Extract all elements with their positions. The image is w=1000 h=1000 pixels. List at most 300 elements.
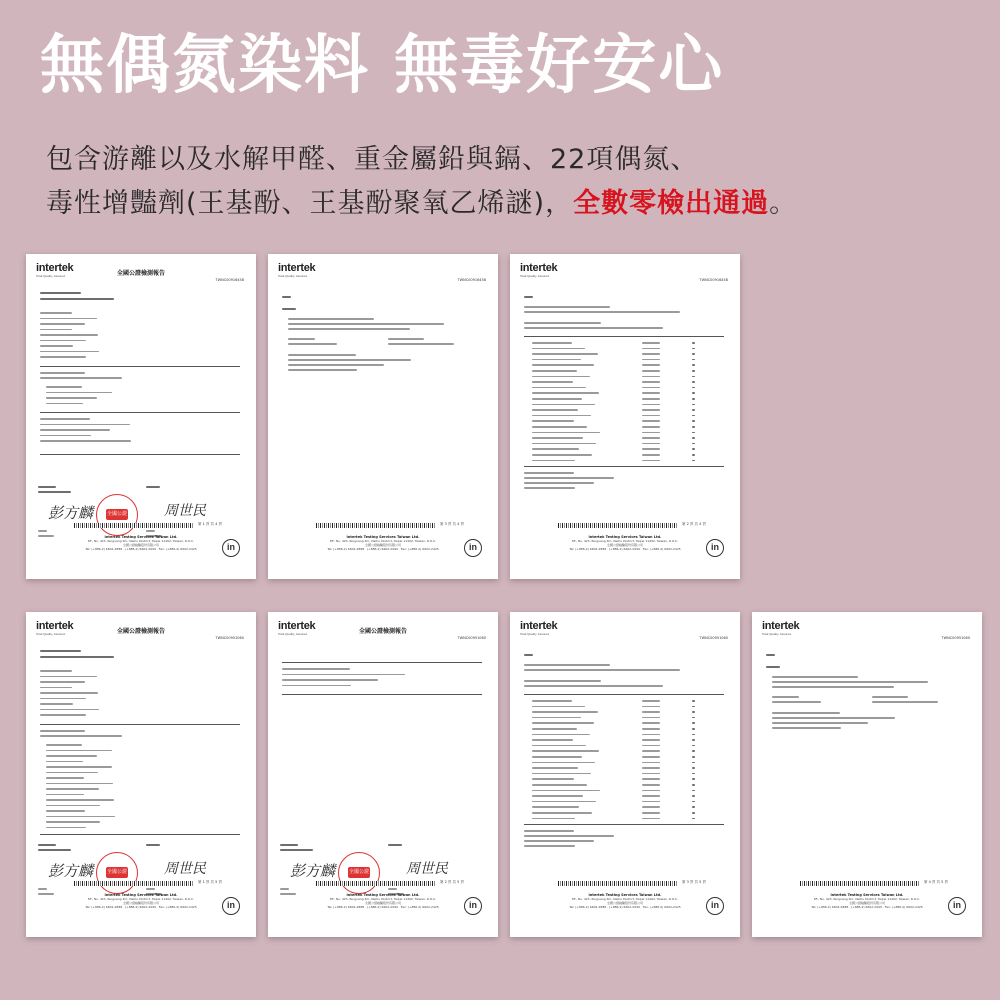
table-cell-line xyxy=(692,376,695,378)
text-line xyxy=(288,354,356,356)
company-stamp xyxy=(96,494,138,536)
intertek-logo: intertek Total Quality. Assured. xyxy=(520,262,558,278)
table-cell-line xyxy=(642,734,660,736)
table-cell-line xyxy=(532,443,596,445)
table-cell-line xyxy=(532,370,577,372)
text-line xyxy=(524,654,533,656)
footer-company: Intertek Testing Services Taiwan Ltd. xyxy=(588,535,662,539)
text-line xyxy=(772,722,868,724)
text-line xyxy=(282,679,378,681)
text-line xyxy=(288,343,337,345)
intertek-in-icon: in xyxy=(706,539,724,557)
signature-left: 彭方麟 xyxy=(48,504,94,522)
text-line xyxy=(282,296,291,298)
footer-address-zh: 全國公證檢驗股份有限公司 xyxy=(848,901,885,905)
table-cell-line xyxy=(532,722,594,724)
text-line xyxy=(40,735,122,737)
table-cell-line xyxy=(642,773,660,775)
text-line xyxy=(40,418,90,420)
footer-company: Intertek Testing Services Taiwan Ltd. xyxy=(346,535,420,539)
table-cell-line xyxy=(642,750,660,752)
footer-company: Intertek Testing Services Taiwan Ltd. xyxy=(588,893,662,897)
text-line xyxy=(524,840,594,842)
divider xyxy=(40,454,240,455)
logo-tagline: Total Quality. Assured. xyxy=(520,274,550,278)
text-line xyxy=(46,403,83,405)
text-line xyxy=(146,888,155,890)
divider xyxy=(282,694,482,695)
stamp-text: 全國公證 xyxy=(106,867,128,878)
text-line xyxy=(288,323,444,325)
text-line xyxy=(288,364,384,366)
text-line xyxy=(524,487,575,489)
text-line xyxy=(40,650,81,652)
table-cell-line xyxy=(642,387,660,389)
table-cell-line xyxy=(532,454,592,456)
table-cell-line xyxy=(692,342,695,344)
divider xyxy=(524,824,724,825)
text-line xyxy=(524,664,610,666)
table-cell-line xyxy=(642,790,660,792)
logo-tagline: Total Quality. Assured. xyxy=(762,632,792,636)
barcode xyxy=(558,523,678,528)
table-cell-line xyxy=(532,795,583,797)
footer-address-zh: 全國公證檢驗股份有限公司 xyxy=(122,901,159,905)
intertek-logo: intertek Total Quality. Assured. xyxy=(278,620,316,636)
table-cell-line xyxy=(692,370,695,372)
table-cell-line xyxy=(692,795,695,797)
table-cell-line xyxy=(642,381,660,383)
text-line xyxy=(524,669,680,671)
table-cell-line xyxy=(532,420,574,422)
intertek-logo: intertek Total Quality. Assured. xyxy=(520,620,558,636)
footer-phone: Tel: (+886-2) 6602-2888 · (+886-2) 6602-2999 · Fax: (+886-2) 6602-2425 xyxy=(569,905,681,909)
text-line xyxy=(46,772,98,774)
text-line xyxy=(46,788,99,790)
text-line xyxy=(388,338,424,340)
text-line xyxy=(40,329,72,331)
text-line xyxy=(146,844,160,846)
text-line xyxy=(38,849,71,851)
footer-address-en: 8F., No. 423, Ruiguang Rd., Neihu District, Taipei 11492, Taiwan, R.O.C. xyxy=(329,539,437,543)
footer-address-en: 8F., No. 423, Ruiguang Rd., Neihu District, Taipei 11492, Taiwan, R.O.C. xyxy=(329,897,437,901)
text-line xyxy=(524,296,533,298)
page-number: 第 1 頁 共 5 頁 xyxy=(198,880,223,884)
logo-tagline: Total Quality. Assured. xyxy=(36,632,66,636)
table-cell-line xyxy=(532,359,581,361)
text-line xyxy=(282,674,405,676)
footer-address-en: 8F., No. 423, Ruiguang Rd., Neihu District, Taipei 11492, Taiwan, R.O.C. xyxy=(571,539,679,543)
signature-left: 彭方麟 xyxy=(48,862,94,880)
intertek-in-icon: in xyxy=(222,539,240,557)
text-line xyxy=(40,698,86,700)
table-cell-line xyxy=(642,359,660,361)
table-cell-line xyxy=(532,376,590,378)
text-line xyxy=(772,676,858,678)
intertek-logo: intertek Total Quality. Assured. xyxy=(278,262,316,278)
footer-company: Intertek Testing Services Taiwan Ltd. xyxy=(830,893,904,897)
text-line xyxy=(872,701,938,703)
report-title: 全國公證檢測報告 xyxy=(116,270,165,277)
table-cell-line xyxy=(642,784,660,786)
text-line xyxy=(282,668,350,670)
table-cell-line xyxy=(532,398,582,400)
table-cell-line xyxy=(642,722,660,724)
table-cell-line xyxy=(692,426,695,428)
text-line xyxy=(524,680,601,682)
report-page-7 xyxy=(752,612,982,937)
company-stamp xyxy=(338,852,380,894)
text-line xyxy=(288,318,374,320)
text-line xyxy=(40,687,72,689)
table-cell-line xyxy=(532,812,592,814)
table-cell-line xyxy=(532,432,600,434)
subtitle-highlight: 全數零檢出通過 xyxy=(573,188,770,219)
table-cell-line xyxy=(642,348,660,350)
table-cell-line xyxy=(692,778,695,780)
text-line xyxy=(40,730,85,732)
text-line xyxy=(40,377,122,379)
text-line xyxy=(40,435,91,437)
divider xyxy=(524,336,724,337)
table-cell-line xyxy=(532,387,586,389)
table-cell-line xyxy=(532,778,574,780)
table-cell-line xyxy=(532,409,578,411)
text-line xyxy=(40,424,130,426)
subtitle-line-2-end: 。 xyxy=(769,188,798,219)
divider xyxy=(40,834,240,835)
table-cell-line xyxy=(532,381,573,383)
text-line xyxy=(46,744,82,746)
text-line xyxy=(388,343,454,345)
text-line xyxy=(40,345,73,347)
subtitle-line-2 xyxy=(46,190,797,217)
text-line xyxy=(146,486,160,488)
table-cell-line xyxy=(642,426,660,428)
footer-address-zh: 全國公證檢驗股份有限公司 xyxy=(364,901,401,905)
text-line xyxy=(524,845,575,847)
report-page-6 xyxy=(510,612,740,937)
table-cell-line xyxy=(642,415,660,417)
table-cell-line xyxy=(532,756,582,758)
text-line xyxy=(772,727,841,729)
footer-phone: Tel: (+886-2) 6602-2888 · (+886-2) 6602-2999 · Fax: (+886-2) 6602-2425 xyxy=(327,905,439,909)
text-line xyxy=(46,816,115,818)
text-line xyxy=(40,703,73,705)
footer-address-zh: 全國公證檢驗股份有限公司 xyxy=(122,543,159,547)
table-cell-line xyxy=(532,734,590,736)
text-line xyxy=(40,334,98,336)
footer-address-en: 8F., No. 423, Ruiguang Rd., Neihu District, Taipei 11492, Taiwan, R.O.C. xyxy=(571,897,679,901)
text-line xyxy=(40,670,72,672)
text-line xyxy=(38,844,56,846)
table-cell-line xyxy=(642,767,660,769)
report-page-1 xyxy=(26,254,256,579)
text-line xyxy=(524,327,663,329)
text-line xyxy=(40,692,98,694)
text-line xyxy=(40,714,86,716)
stamp-text: 全國公證 xyxy=(348,867,370,878)
text-line xyxy=(40,656,114,658)
table-cell-line xyxy=(692,432,695,434)
signature-right: 周世民 xyxy=(164,503,206,519)
table-cell-line xyxy=(642,700,660,702)
table-cell-line xyxy=(692,398,695,400)
table-cell-line xyxy=(532,728,577,730)
page-number: 第 2 頁 共 5 頁 xyxy=(440,880,465,884)
table-cell-line xyxy=(642,739,660,741)
table-cell-line xyxy=(642,801,660,803)
page-number: 第 1 頁 共 4 頁 xyxy=(198,522,223,526)
intertek-in-icon: in xyxy=(706,897,724,915)
text-line xyxy=(772,681,928,683)
barcode xyxy=(800,881,920,886)
table-cell-line xyxy=(642,376,660,378)
text-line xyxy=(40,676,97,678)
text-line xyxy=(40,323,85,325)
table-cell-line xyxy=(642,409,660,411)
table-cell-line xyxy=(642,342,660,344)
text-line xyxy=(46,766,112,768)
footer-address-zh: 全國公證檢驗股份有限公司 xyxy=(606,901,643,905)
text-line xyxy=(40,292,81,294)
barcode xyxy=(74,523,194,528)
page-number: 第 2 頁 共 4 頁 xyxy=(682,522,707,526)
report-number: TWNC00951060 xyxy=(699,636,728,640)
text-line xyxy=(872,696,908,698)
footer-address-en: 8F., No. 423, Ruiguang Rd., Neihu District, Taipei 11492, Taiwan, R.O.C. xyxy=(813,897,921,901)
table-cell-line xyxy=(642,812,660,814)
table-cell-line xyxy=(642,443,660,445)
text-line xyxy=(40,351,99,353)
table-cell-line xyxy=(642,460,660,462)
report-number: TWNC00916458 xyxy=(699,278,728,282)
logo-tagline: Total Quality. Assured. xyxy=(520,632,550,636)
text-line xyxy=(280,844,298,846)
table-cell-line xyxy=(532,784,587,786)
table-cell-line xyxy=(692,348,695,350)
table-cell-line xyxy=(692,387,695,389)
text-line xyxy=(46,821,100,823)
barcode xyxy=(316,523,436,528)
table-cell-line xyxy=(642,795,660,797)
text-line xyxy=(40,429,110,431)
text-line xyxy=(46,799,114,801)
text-line xyxy=(46,810,85,812)
subtitle-line-1: 包含游離以及水解甲醛、重金屬鉛與鎘、22項偶氮、 xyxy=(46,144,699,175)
table-cell-line xyxy=(692,443,695,445)
text-line xyxy=(524,322,601,324)
text-line xyxy=(772,686,894,688)
divider xyxy=(282,662,482,663)
table-cell-line xyxy=(692,734,695,736)
table-cell-line xyxy=(642,398,660,400)
report-number: TWNC00951060 xyxy=(457,636,486,640)
text-line xyxy=(772,717,895,719)
text-line xyxy=(40,709,99,711)
table-cell-line xyxy=(532,801,596,803)
page-number: 第 3 頁 共 5 頁 xyxy=(682,880,707,884)
table-cell-line xyxy=(692,437,695,439)
text-line xyxy=(46,392,112,394)
footer-address-en: 8F., No. 423, Ruiguang Rd., Neihu District, Taipei 11492, Taiwan, R.O.C. xyxy=(87,539,195,543)
table-cell-line xyxy=(532,762,595,764)
table-cell-line xyxy=(692,762,695,764)
table-cell-line xyxy=(692,722,695,724)
report-page-3 xyxy=(510,254,740,579)
report-page-2 xyxy=(268,254,498,579)
table-cell-line xyxy=(642,711,660,713)
text-line xyxy=(288,328,410,330)
table-cell-line xyxy=(692,404,695,406)
table-cell-line xyxy=(692,801,695,803)
text-line xyxy=(46,805,100,807)
text-line xyxy=(766,666,780,668)
table-cell-line xyxy=(692,700,695,702)
table-cell-line xyxy=(532,711,598,713)
table-cell-line xyxy=(692,767,695,769)
intertek-in-icon: in xyxy=(464,897,482,915)
table-cell-line xyxy=(532,706,585,708)
table-cell-line xyxy=(532,767,578,769)
text-line xyxy=(46,750,112,752)
text-line xyxy=(766,654,775,656)
table-cell-line xyxy=(532,773,591,775)
text-line xyxy=(524,835,614,837)
table-cell-line xyxy=(642,806,660,808)
table-cell-line xyxy=(692,806,695,808)
table-cell-line xyxy=(642,745,660,747)
table-cell-line xyxy=(532,700,572,702)
table-cell-line xyxy=(692,415,695,417)
table-cell-line xyxy=(692,739,695,741)
intertek-logo: intertek Total Quality. Assured. xyxy=(36,262,74,278)
intertek-in-icon: in xyxy=(948,897,966,915)
table-cell-line xyxy=(692,790,695,792)
text-line xyxy=(46,761,83,763)
table-cell-line xyxy=(642,762,660,764)
report-number: TWNC00916458 xyxy=(457,278,486,282)
table-cell-line xyxy=(532,404,595,406)
table-cell-line xyxy=(642,392,660,394)
table-cell-line xyxy=(692,409,695,411)
table-cell-line xyxy=(642,454,660,456)
text-line xyxy=(388,844,402,846)
report-number: TWNC00951060 xyxy=(215,636,244,640)
table-cell-line xyxy=(532,437,583,439)
intertek-in-icon: in xyxy=(222,897,240,915)
text-line xyxy=(288,338,315,340)
text-line xyxy=(40,298,114,300)
table-cell-line xyxy=(692,364,695,366)
table-cell-line xyxy=(642,364,660,366)
logo-tagline: Total Quality. Assured. xyxy=(36,274,66,278)
table-cell-line xyxy=(642,404,660,406)
table-cell-line xyxy=(692,420,695,422)
table-cell-line xyxy=(642,370,660,372)
barcode xyxy=(74,881,194,886)
table-cell-line xyxy=(642,778,660,780)
table-cell-line xyxy=(692,460,695,462)
table-cell-line xyxy=(532,750,599,752)
table-cell-line xyxy=(642,353,660,355)
table-cell-line xyxy=(692,359,695,361)
footer-company: Intertek Testing Services Taiwan Ltd. xyxy=(346,893,420,897)
table-cell-line xyxy=(642,437,660,439)
table-cell-line xyxy=(532,348,585,350)
text-line xyxy=(288,369,357,371)
logo-tagline: Total Quality. Assured. xyxy=(278,632,308,636)
table-cell-line xyxy=(692,454,695,456)
text-line xyxy=(46,397,97,399)
footer-phone: Tel: (+886-2) 6602-2888 · (+886-2) 6602-2999 · Fax: (+886-2) 6602-2425 xyxy=(85,905,197,909)
table-cell-line xyxy=(692,784,695,786)
barcode xyxy=(558,881,678,886)
text-line xyxy=(46,386,82,388)
intertek-in-icon: in xyxy=(464,539,482,557)
footer-company: Intertek Testing Services Taiwan Ltd. xyxy=(104,535,178,539)
footer-phone: Tel: (+886-2) 6602-2888 · (+886-2) 6602-2999 · Fax: (+886-2) 6602-2425 xyxy=(85,547,197,551)
intertek-logo: intertek Total Quality. Assured. xyxy=(36,620,74,636)
table-cell-line xyxy=(692,812,695,814)
stamp-text: 全國公證 xyxy=(106,509,128,520)
text-line xyxy=(46,783,113,785)
table-cell-line xyxy=(692,773,695,775)
headline: 無偶氮染料 無毒好安心 xyxy=(40,29,725,103)
text-line xyxy=(40,356,86,358)
table-cell-line xyxy=(532,448,579,450)
report-number: TWNC00916458 xyxy=(215,278,244,282)
report-title: 全國公證檢測報告 xyxy=(358,628,407,635)
divider xyxy=(524,466,724,467)
table-cell-line xyxy=(532,806,579,808)
table-cell-line xyxy=(692,756,695,758)
table-cell-line xyxy=(642,432,660,434)
table-cell-line xyxy=(642,448,660,450)
text-line xyxy=(524,311,680,313)
subtitle-line-2-text: 毒性增豔劑(王基酚、王基酚聚氧乙烯謎)， xyxy=(46,188,574,219)
table-cell-line xyxy=(692,706,695,708)
text-line xyxy=(46,794,84,796)
text-line xyxy=(38,888,47,890)
table-cell-line xyxy=(642,728,660,730)
table-cell-line xyxy=(692,353,695,355)
text-line xyxy=(40,340,86,342)
table-cell-line xyxy=(532,460,575,462)
text-line xyxy=(38,491,71,493)
table-cell-line xyxy=(692,381,695,383)
signature-right: 周世民 xyxy=(406,861,448,877)
text-line xyxy=(46,777,84,779)
company-stamp xyxy=(96,852,138,894)
text-line xyxy=(38,486,56,488)
text-line xyxy=(40,681,85,683)
table-cell-line xyxy=(532,415,591,417)
text-line xyxy=(772,696,799,698)
table-cell-line xyxy=(642,818,660,820)
logo-tagline: Total Quality. Assured. xyxy=(278,274,308,278)
report-page-5 xyxy=(268,612,498,937)
divider xyxy=(40,724,240,725)
intertek-logo: intertek Total Quality. Assured. xyxy=(762,620,800,636)
text-line xyxy=(524,306,610,308)
signature-right: 周世民 xyxy=(164,861,206,877)
footer-phone: Tel: (+886-2) 6602-2888 · (+886-2) 6602-2999 · Fax: (+886-2) 6602-2425 xyxy=(327,547,439,551)
table-cell-line xyxy=(532,790,600,792)
page-number: 第 3 頁 共 4 頁 xyxy=(440,522,465,526)
text-line xyxy=(524,685,663,687)
table-cell-line xyxy=(692,818,695,820)
